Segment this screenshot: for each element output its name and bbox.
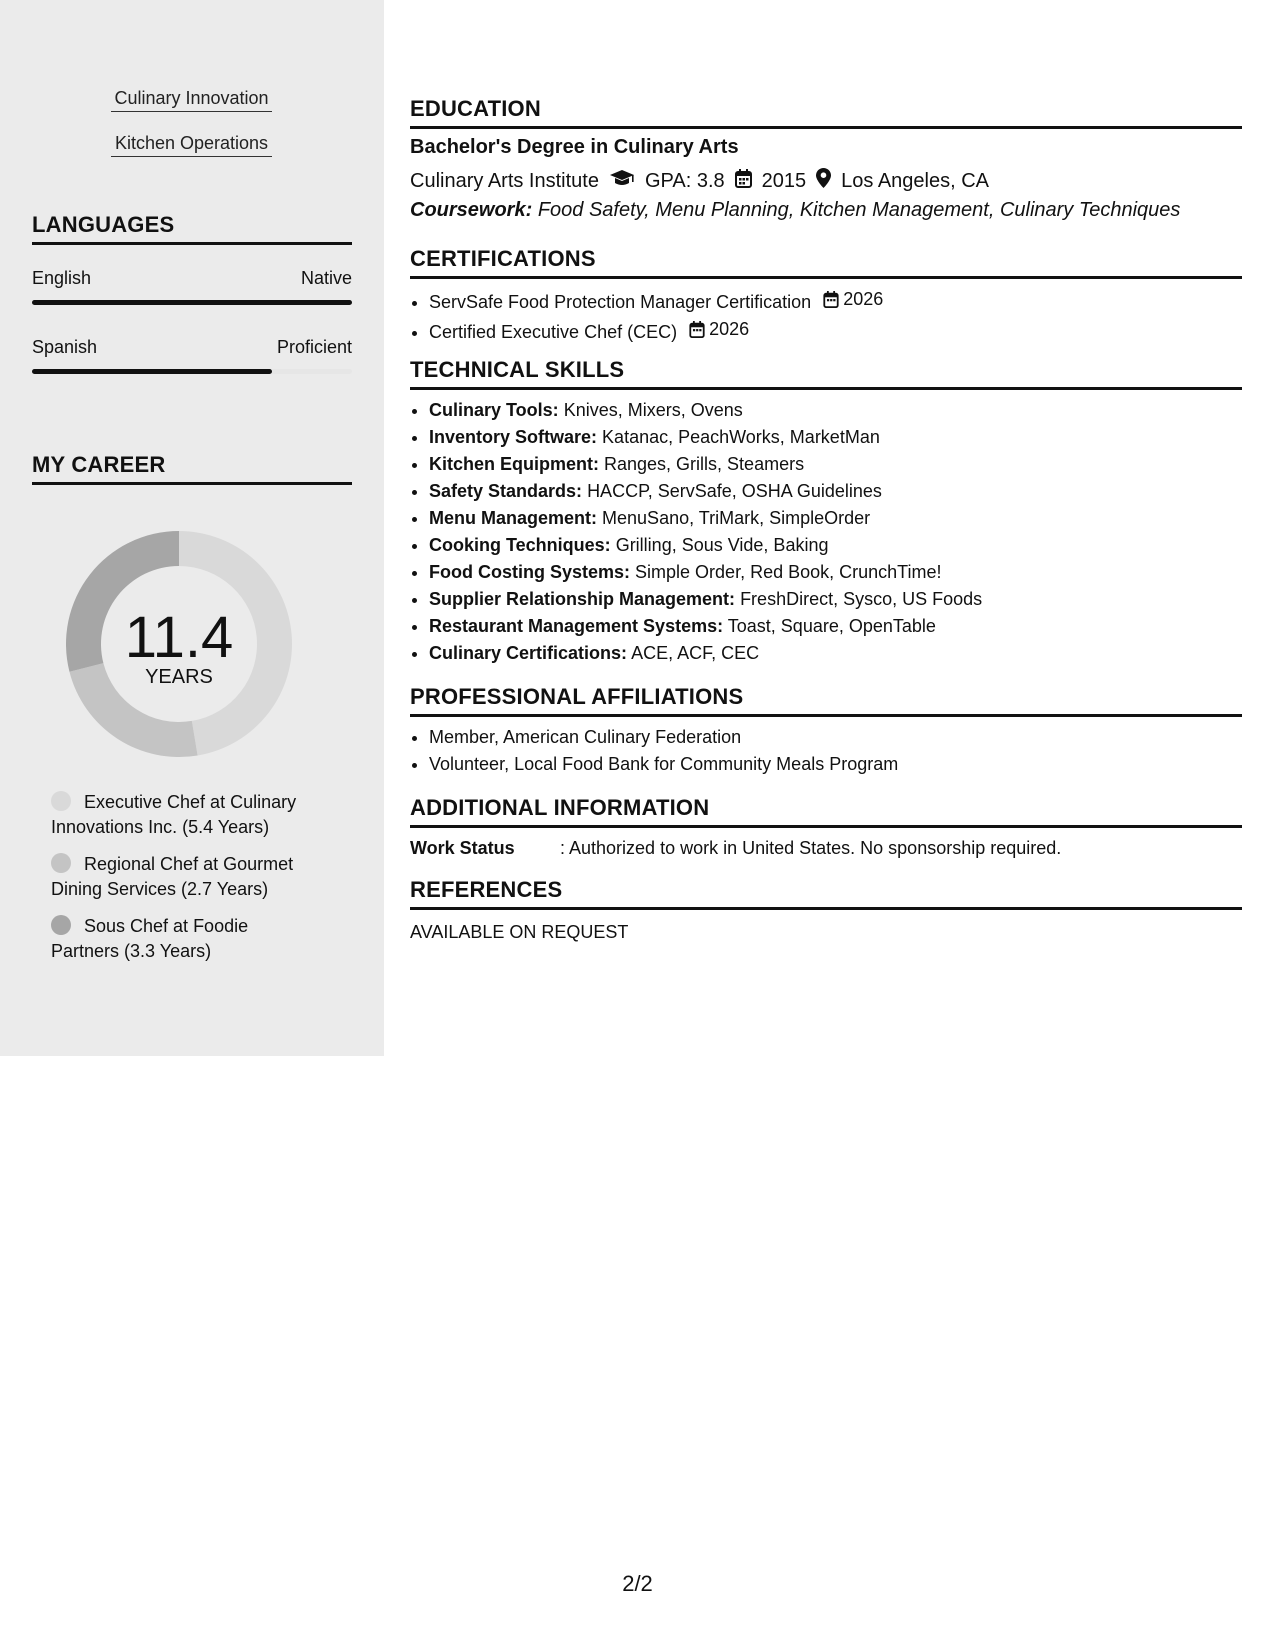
calendar-icon — [735, 169, 752, 194]
education-details — [410, 168, 989, 194]
skill-item — [429, 505, 982, 532]
career-heading: MY CAREER — [32, 452, 352, 485]
career-total: 11.4 — [124, 605, 234, 670]
skill-value: FreshDirect, Sysco, US Foods — [740, 589, 983, 609]
skill-label: Culinary Certifications: — [429, 643, 628, 663]
skill-value: Katanac, PeachWorks, MarketMan — [602, 427, 880, 447]
references-text: AVAILABLE ON REQUEST — [410, 922, 629, 942]
technical-skills-list — [410, 397, 982, 667]
skill-item — [429, 424, 982, 451]
affiliations-heading: PROFESSIONAL AFFILIATIONS — [410, 684, 1242, 717]
career-label: Executive Chef at Culinary Innovations Inc. (5.4 Years) — [51, 792, 297, 837]
skill-value: Ranges, Grills, Steamers — [604, 454, 805, 474]
language-bar — [32, 300, 352, 305]
skill-label: Kitchen Equipment: — [429, 454, 599, 474]
career-label: Sous Chef at Foodie Partners (3.3 Years) — [51, 916, 249, 961]
skill-item — [429, 532, 982, 559]
legend-dot — [51, 915, 71, 935]
school: Culinary Arts Institute — [410, 169, 599, 192]
skill-label: Inventory Software: — [429, 427, 598, 447]
language-bar-fill — [32, 369, 272, 374]
skill-value: HACCP, ServSafe, OSHA Guidelines — [587, 481, 882, 501]
skill-item — [429, 586, 982, 613]
affiliation-item: • Volunteer, Local Food Bank for Community Meals Program — [429, 751, 898, 778]
language-level: Proficient — [276, 337, 352, 357]
skill-item — [429, 613, 982, 640]
certification-item — [429, 286, 883, 316]
certifications-list — [410, 286, 883, 346]
language-name: English — [32, 268, 92, 288]
skill-tag: Culinary Innovation — [111, 88, 272, 112]
skill-value: Simple Order, Red Book, CrunchTime! — [635, 562, 942, 582]
page-number: 2/2 — [622, 1571, 653, 1596]
language-bar — [32, 369, 352, 374]
skill-item — [429, 640, 982, 667]
career-legend-item — [51, 914, 321, 964]
languages-heading: LANGUAGES — [32, 212, 352, 245]
sidebar — [0, 0, 384, 1056]
education-heading: EDUCATION — [410, 96, 1242, 129]
language-name: Spanish — [32, 337, 98, 357]
calendar-icon — [689, 321, 705, 338]
coursework-list: Food Safety, Menu Planning, Kitchen Management, Culinary Techniques — [537, 199, 1181, 221]
work-status-value: : Authorized to work in United States. No sponsorship required. — [560, 838, 1062, 858]
work-status — [410, 838, 1061, 859]
calendar-icon — [823, 291, 839, 308]
certification-item — [429, 316, 883, 346]
certification-year: 2026 — [709, 319, 750, 339]
career-unit: YEARS — [145, 666, 213, 688]
certification-name: Certified Executive Chef (CEC) — [429, 322, 678, 342]
gpa: GPA: 3.8 — [644, 169, 725, 192]
skill-label: Supplier Relationship Management: — [429, 589, 736, 609]
degree: Bachelor's Degree in Culinary Arts — [410, 136, 739, 158]
skill-value: ACE, ACF, CEC — [631, 643, 760, 663]
skill-label: Safety Standards: — [429, 481, 583, 501]
skill-label: Food Costing Systems: — [429, 562, 631, 582]
location-pin-icon — [816, 168, 831, 194]
language-level: Native — [300, 268, 352, 288]
career-donut-chart — [66, 531, 292, 757]
graduation-cap-icon — [609, 169, 635, 193]
skill-item — [429, 478, 982, 505]
legend-dot — [51, 853, 71, 873]
language-bar-fill — [32, 300, 352, 305]
technical-skills-heading: TECHNICAL SKILLS — [410, 357, 1242, 390]
career-legend-item — [51, 852, 321, 902]
career-label: Regional Chef at Gourmet Dining Services (2.7 Years) — [51, 854, 294, 899]
skill-value: Grilling, Sous Vide, Baking — [615, 535, 829, 555]
coursework — [410, 199, 1180, 222]
references-heading: REFERENCES — [410, 877, 1242, 910]
skill-item — [429, 397, 982, 424]
skill-label: Cooking Techniques: — [429, 535, 611, 555]
skill-label: Restaurant Management Systems: — [429, 616, 724, 636]
language-row — [32, 268, 352, 289]
skill-item — [429, 451, 982, 478]
skill-value: MenuSano, TriMark, SimpleOrder — [602, 508, 871, 528]
skill-tag: Kitchen Operations — [111, 133, 272, 157]
career-legend-item — [51, 790, 321, 840]
legend-dot — [51, 791, 71, 811]
skill-value: Toast, Square, OpenTable — [727, 616, 936, 636]
additional-info-heading: ADDITIONAL INFORMATION — [410, 795, 1242, 828]
affiliations-list — [410, 724, 898, 778]
graduation-year: 2015 — [761, 169, 807, 192]
skill-value: Knives, Mixers, Ovens — [563, 400, 743, 420]
affiliation-item: • Member, American Culinary Federation — [429, 724, 898, 751]
location: Los Angeles, CA — [841, 169, 990, 192]
certification-year: 2026 — [843, 289, 884, 309]
certifications-heading: CERTIFICATIONS — [410, 246, 1242, 279]
skill-label: Culinary Tools: — [429, 400, 559, 420]
work-status-label: Work Status — [410, 838, 515, 858]
coursework-label: Coursework: — [410, 199, 533, 221]
certification-name: ServSafe Food Protection Manager Certification — [429, 292, 812, 312]
skill-label: Menu Management: — [429, 508, 598, 528]
skill-item — [429, 559, 982, 586]
language-row — [32, 337, 352, 358]
